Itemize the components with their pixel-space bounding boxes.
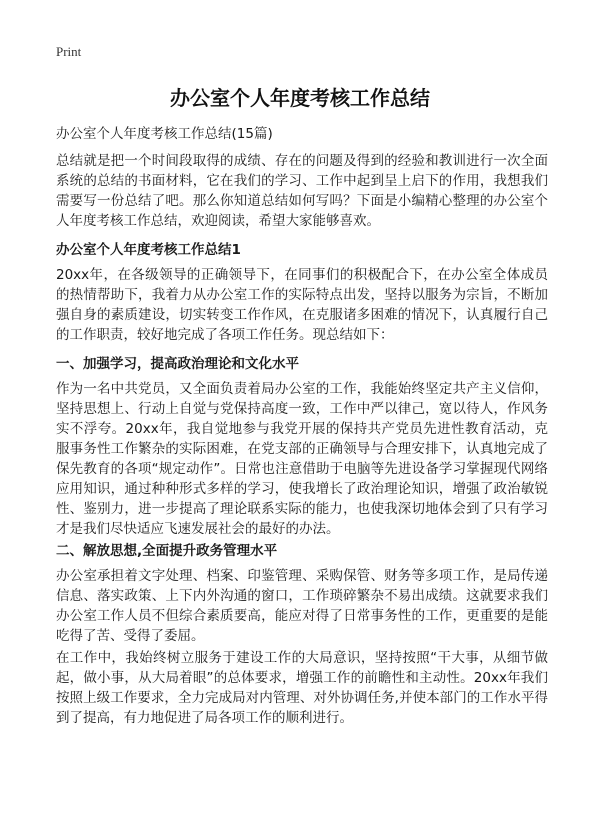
section-1-heading: 一、加强学习，提高政治理论和文化水平 bbox=[56, 356, 299, 372]
print-link[interactable]: Print bbox=[56, 44, 82, 59]
article-heading: 办公室个人年度考核工作总结1 bbox=[56, 242, 241, 258]
section-2-paragraph-2: 在工作中，我始终树立服务于建设工作的大局意识，坚持按照“干大事，从细节做起，做小事，从大局着眼”的总体要求，增强工作的前瞻性和主动性。20xx年我们按照上级工作要求，全力完成局对内管理、对外协调任务,并使本部门的工作水平得到了提高，有力地促进了局各项工作的顺利进行。 bbox=[56, 650, 548, 726]
document-subtitle: 办公室个人年度考核工作总结(15篇) bbox=[56, 126, 273, 142]
document-title: 办公室个人年度考核工作总结 bbox=[170, 86, 430, 110]
intro-paragraph: 总结就是把一个时间段取得的成绩、存在的问题及得到的经验和教训进行一次全面系统的总结的书面材料，它在我们的学习、工作中起到呈上启下的作用，我想我们需要写一份总结了吧。那么你知道总结如何写吗？下面是小编精心整理的办公室个人年度考核工作总结，欢迎阅读，希望大家能够喜欢。 bbox=[56, 153, 548, 229]
section-2-paragraph-1: 办公室承担着文字处理、档案、印鉴管理、采购保管、财务等多项工作，是局传递信息、落实政策、上下内外沟通的窗口，工作琐碎繁杂不易出成绩。这就要求我们办公室工作人员不但综合素质要高，能应对得了日常事务性的工作，更重要的是能吃得了苦、受得了委屈。 bbox=[56, 568, 548, 644]
article-intro-paragraph: 20xx年，在各级领导的正确领导下，在同事们的积极配合下，在办公室全体成员的热情帮助下，我着力从办公室工作的实际特点出发，坚持以服务为宗旨，不断加强自身的素质建设，切实转变工作作风，在克服诸多困难的情况下，认真履行自己的工作职责，较好地完成了各项工作任务。现总结如下： bbox=[56, 267, 548, 343]
section-2-heading: 二、解放思想,全面提升政务管理水平 bbox=[56, 543, 278, 559]
section-1-paragraph: 作为一名中共党员，又全面负责着局办公室的工作，我能始终坚定共产主义信仰，坚持思想上、行动上自觉与党保持高度一致，工作中严以律己，宽以待人，作风务实不浮夸。20xx年，我自觉地参与我党开展的保持共产党员先进性教育活动，克服事务性工作繁杂的实际困难，在党支部的正确领导与合理安排下，认真地完成了保先教育的各项“规定动作”。日常也注意借助于电脑等先进设备学习掌握现代网络应用知识，通过种种形式多样的学习，使我增长了政治理论知识，增强了政治敏锐性、鉴别力，进一步提高了理论联系实际的能力，也使我深切地体会到了只有学习才是我们尽快适应飞速发展社会的最好的办法。 bbox=[56, 381, 548, 537]
